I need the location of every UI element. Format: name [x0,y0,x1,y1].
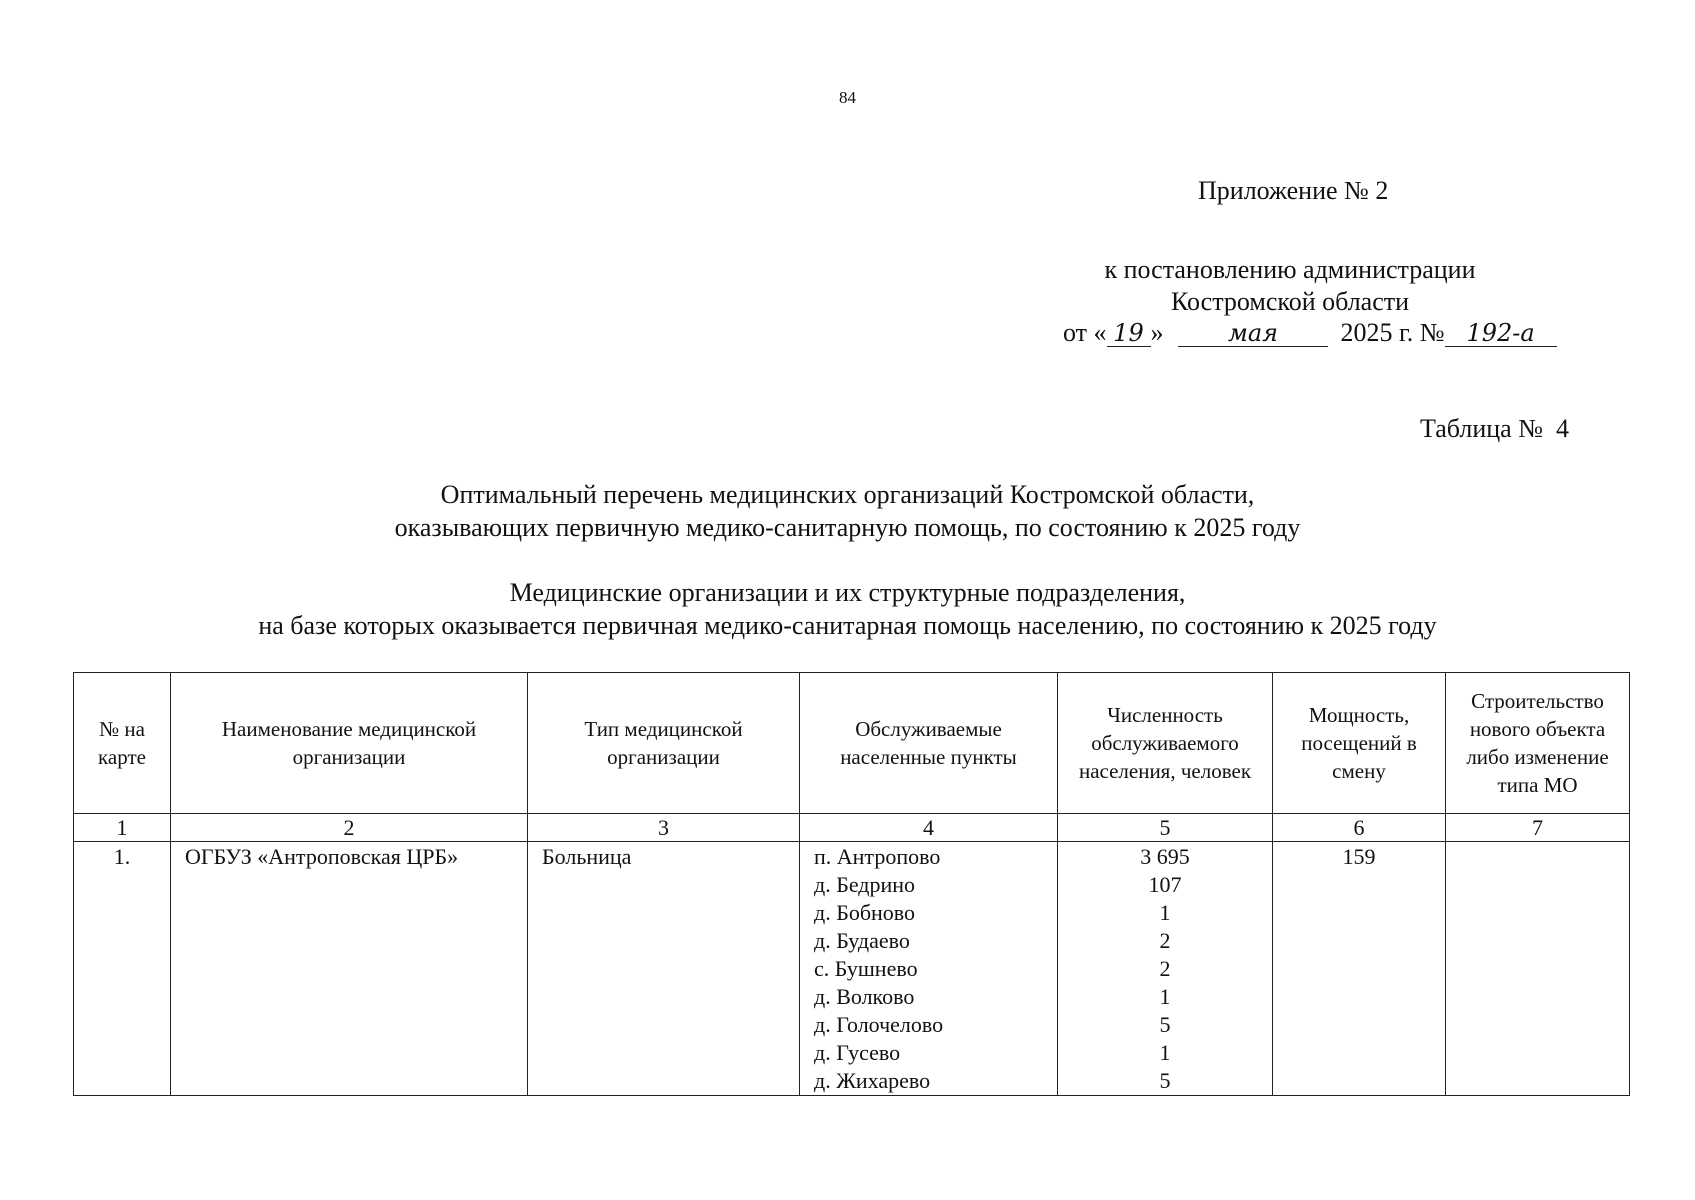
settlement-item: д. Жихарево [814,1068,931,1093]
document-title [0,478,1695,544]
settlement-item: д. Гусево [814,1040,901,1065]
settlement-item: д. Волково [814,984,915,1009]
column-number: 7 [1446,814,1630,842]
decree-month: мая [1178,320,1328,347]
decree-quote-close: » [1150,318,1164,347]
decree-prefix: от « [1063,318,1107,347]
column-number: 5 [1058,814,1273,842]
settlement-item: с. Бушнево [814,956,918,981]
row-capacity: 159 [1273,842,1446,1096]
header-organization-name: Наименование медицинской организации [171,673,528,814]
header-construction: Строительство нового объекта либо изменение типа МО [1446,673,1630,814]
subtitle-line-1: Медицинские организации и их структурные подразделения, [509,578,1186,607]
page-number: 84 [839,88,856,107]
header-capacity: Мощность, посещений в смену [1273,673,1446,814]
decree-line-1: к постановлению администрации [1104,255,1476,284]
row-population [1058,842,1273,1096]
settlement-item: д. Будаево [814,928,910,953]
appendix-label: Приложение № 2 [1198,176,1389,205]
population-value: 1 [1159,900,1171,925]
settlement-item: д. Бедрино [814,872,916,897]
column-number-row [74,814,1630,842]
table-subtitle [0,576,1695,642]
column-number: 1 [74,814,171,842]
title-line-1: Оптимальный перечень медицинских организаций Костромской области, [440,480,1255,509]
population-value: 1 [1159,1040,1171,1065]
column-number: 6 [1273,814,1446,842]
decree-year: 2025 г. № [1340,318,1445,347]
column-number: 4 [800,814,1058,842]
row-settlements [800,842,1058,1096]
settlement-item: д. Голочелово [814,1012,944,1037]
header-population: Численность обслуживаемого населения, человек [1058,673,1273,814]
settlement-item: п. Антропово [814,844,941,869]
population-value: 2 [1159,956,1171,981]
table-row [74,842,1630,1096]
column-number: 3 [528,814,800,842]
row-organization-name: ОГБУЗ «Антроповская ЦРБ» [171,842,528,1096]
decree-number: 192-а [1445,320,1557,347]
population-value: 2 [1159,928,1171,953]
organizations-table [73,672,1630,1096]
row-map-number: 1. [74,842,171,1096]
decree-day: 19 [1107,320,1151,347]
title-line-2: оказывающих первичную медико-санитарную помощь, по состоянию к 2025 году [394,513,1301,542]
decree-line-2: Костромской области [1170,287,1410,316]
header-settlements: Обслуживаемые населенные пункты [800,673,1058,814]
decree-reference [1030,254,1550,318]
decree-date-line [1063,318,1557,348]
population-value: 5 [1159,1012,1171,1037]
settlement-item: д. Бобново [814,900,916,925]
table-header-row [74,673,1630,814]
table-number-label: Таблица № 4 [1420,414,1570,443]
population-value: 107 [1148,872,1182,897]
subtitle-line-2: на базе которых оказывается первичная медико-санитарная помощь населению, по состоянию к 2025 году [258,611,1437,640]
population-value: 5 [1159,1068,1171,1093]
row-construction [1446,842,1630,1096]
column-number: 2 [171,814,528,842]
population-value: 1 [1159,984,1171,1009]
header-organization-type: Тип медицинской организации [528,673,800,814]
header-map-number: № на карте [74,673,171,814]
population-value: 3 695 [1140,844,1190,869]
row-organization-type: Больница [528,842,800,1096]
